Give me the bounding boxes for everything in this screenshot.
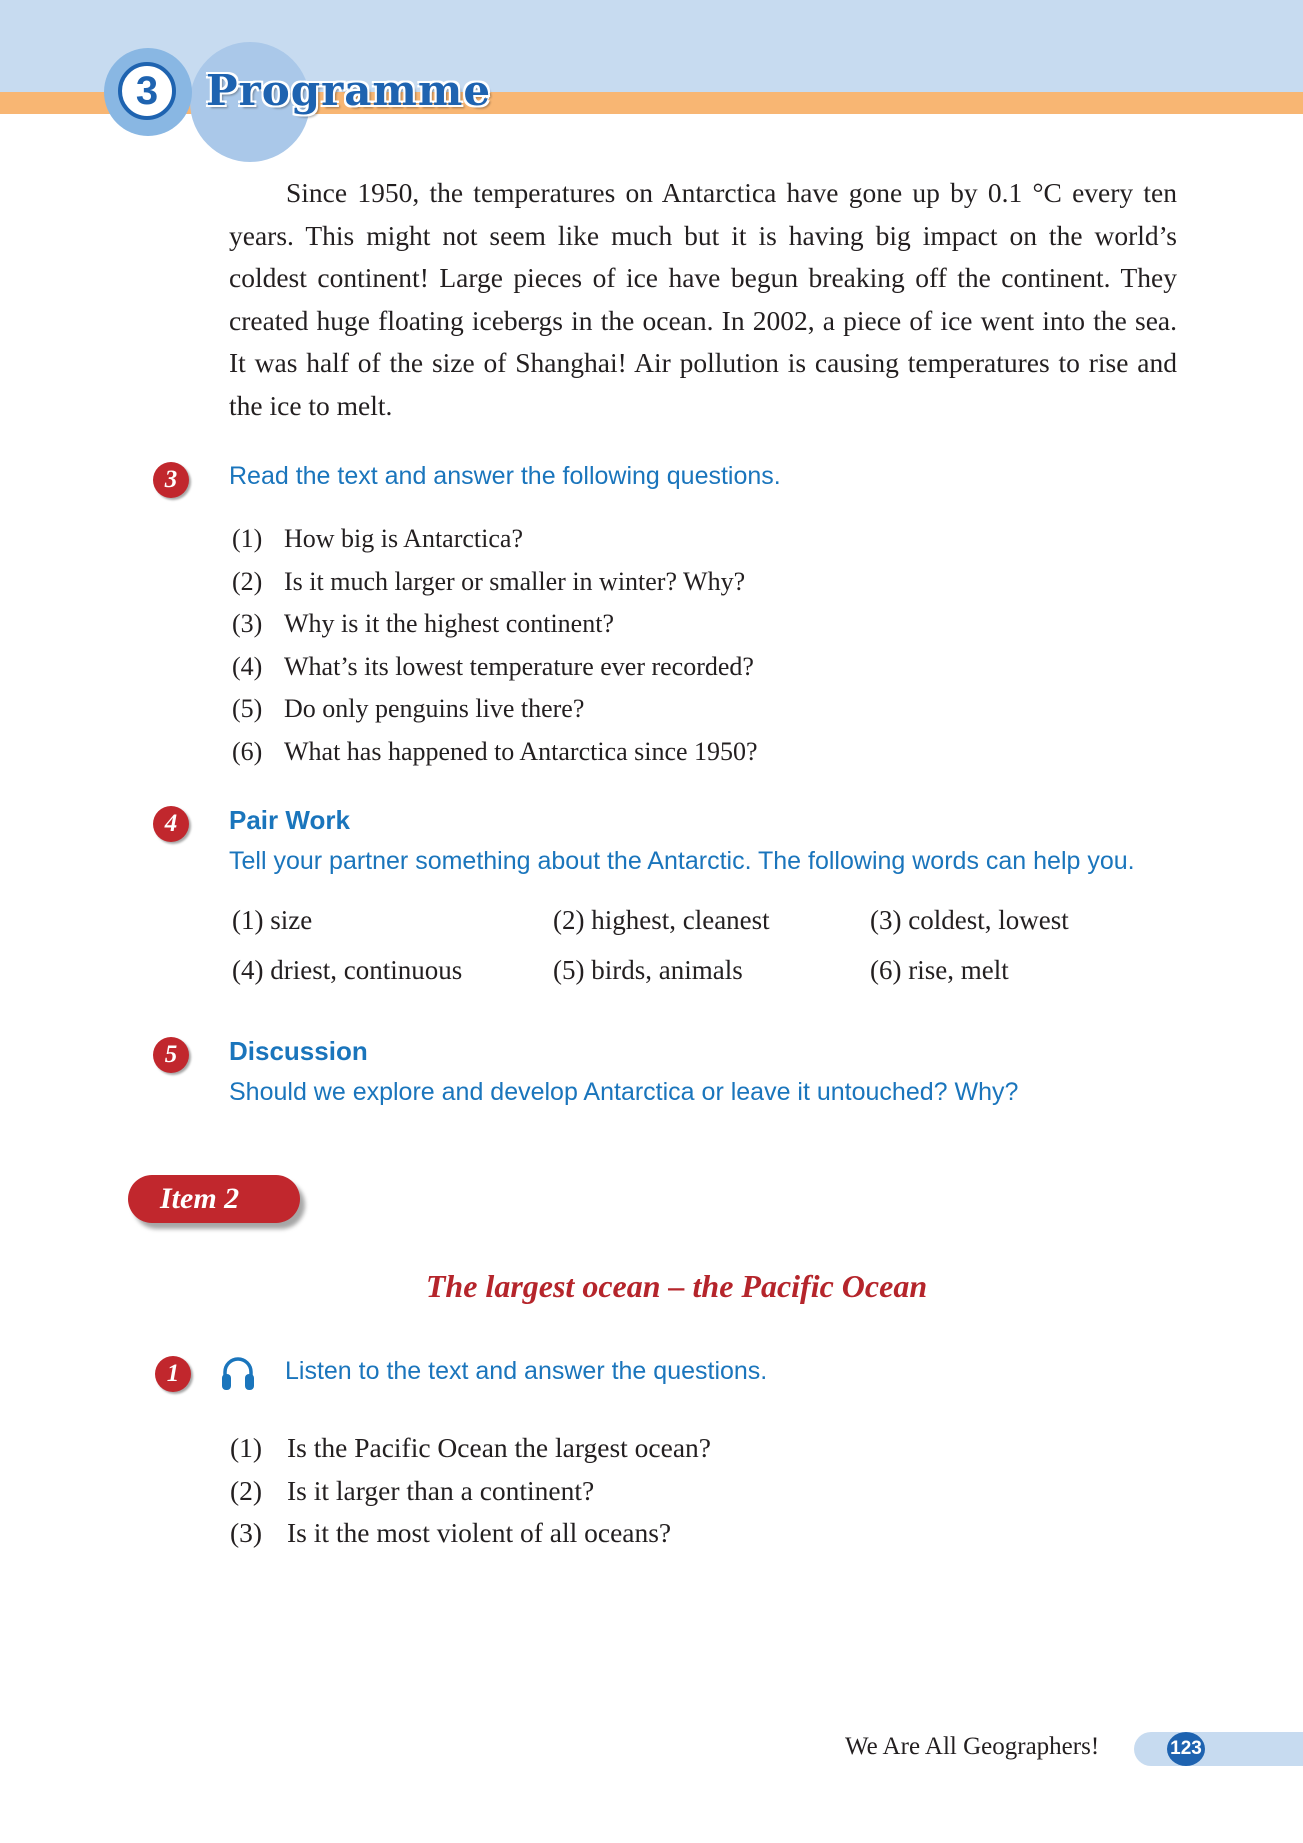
book-title: We Are All Geographers!: [845, 1733, 1100, 1760]
list-item: (3) Why is it the highest continent?: [232, 609, 614, 639]
intro-paragraph: Since 1950, the temperatures on Antarctica have gone up by 0.1 °C every ten years. This might not seem like much but it is having big impact on the world’s coldest continent! Large pieces of ice have begun breaking off the continent. They created huge floating icebergs in the ocean. In 2002, a piece of ice went into the sea. It was half of the size of Shanghai! Air pollution is causing temperatures to rise and the ice to melt.: [229, 177, 1177, 421]
word-hint: (6) rise, melt: [870, 955, 1009, 985]
list-item: (6) What has happened to Antarctica since 1950?: [232, 736, 758, 766]
exercise-3-questions: [232, 518, 758, 774]
word-hint: (1) size: [232, 905, 313, 935]
list-item: (2) Is it much larger or smaller in winter? Why?: [232, 566, 746, 596]
exercise-1-questions: [230, 1427, 711, 1555]
footer-band: [1134, 1732, 1303, 1766]
exercise-4-badge: 4: [153, 806, 189, 842]
list-item: (1) Is the Pacific Ocean the largest ocean?: [230, 1432, 712, 1463]
section-number-badge: 3: [118, 62, 176, 120]
exercise-4-heading: Pair Work: [229, 805, 350, 835]
headphones-icon: [220, 1354, 256, 1392]
list-item: (2) Is it larger than a continent?: [230, 1474, 595, 1506]
item-2-tab: Item 2: [128, 1175, 300, 1223]
word-hint: (3) coldest, lowest: [870, 905, 1069, 935]
item-2-title: The largest ocean – the Pacific Ocean: [425, 1268, 928, 1304]
word-hint: (2) highest, cleanest: [553, 905, 770, 935]
exercise-1-instruction: Listen to the text and answer the questions.: [285, 1357, 768, 1385]
section-title: Programme: [206, 66, 492, 115]
list-item: (3) Is it the most violent of all oceans?: [230, 1517, 672, 1549]
exercise-5-badge: 5: [153, 1037, 189, 1073]
list-item: (1) How big is Antarctica?: [232, 524, 523, 553]
exercise-1-badge: 1: [155, 1356, 191, 1392]
word-hint: (5) birds, animals: [553, 955, 743, 985]
exercise-4-instruction: Tell your partner something about the Antarctic. The following words can help you.: [229, 847, 1135, 875]
exercise-5-instruction: Should we explore and develop Antarctica or leave it untouched? Why?: [229, 1078, 1019, 1106]
page-number: 123: [1167, 1732, 1205, 1766]
exercise-3-instruction: Read the text and answer the following questions.: [229, 462, 781, 490]
word-hint: (4) driest, continuous: [232, 955, 463, 985]
exercise-5-heading: Discussion: [229, 1036, 368, 1066]
list-item: (5) Do only penguins live there?: [232, 694, 585, 724]
exercise-3-badge: 3: [153, 462, 189, 498]
list-item: (4) What’s its lowest temperature ever recorded?: [232, 651, 754, 681]
